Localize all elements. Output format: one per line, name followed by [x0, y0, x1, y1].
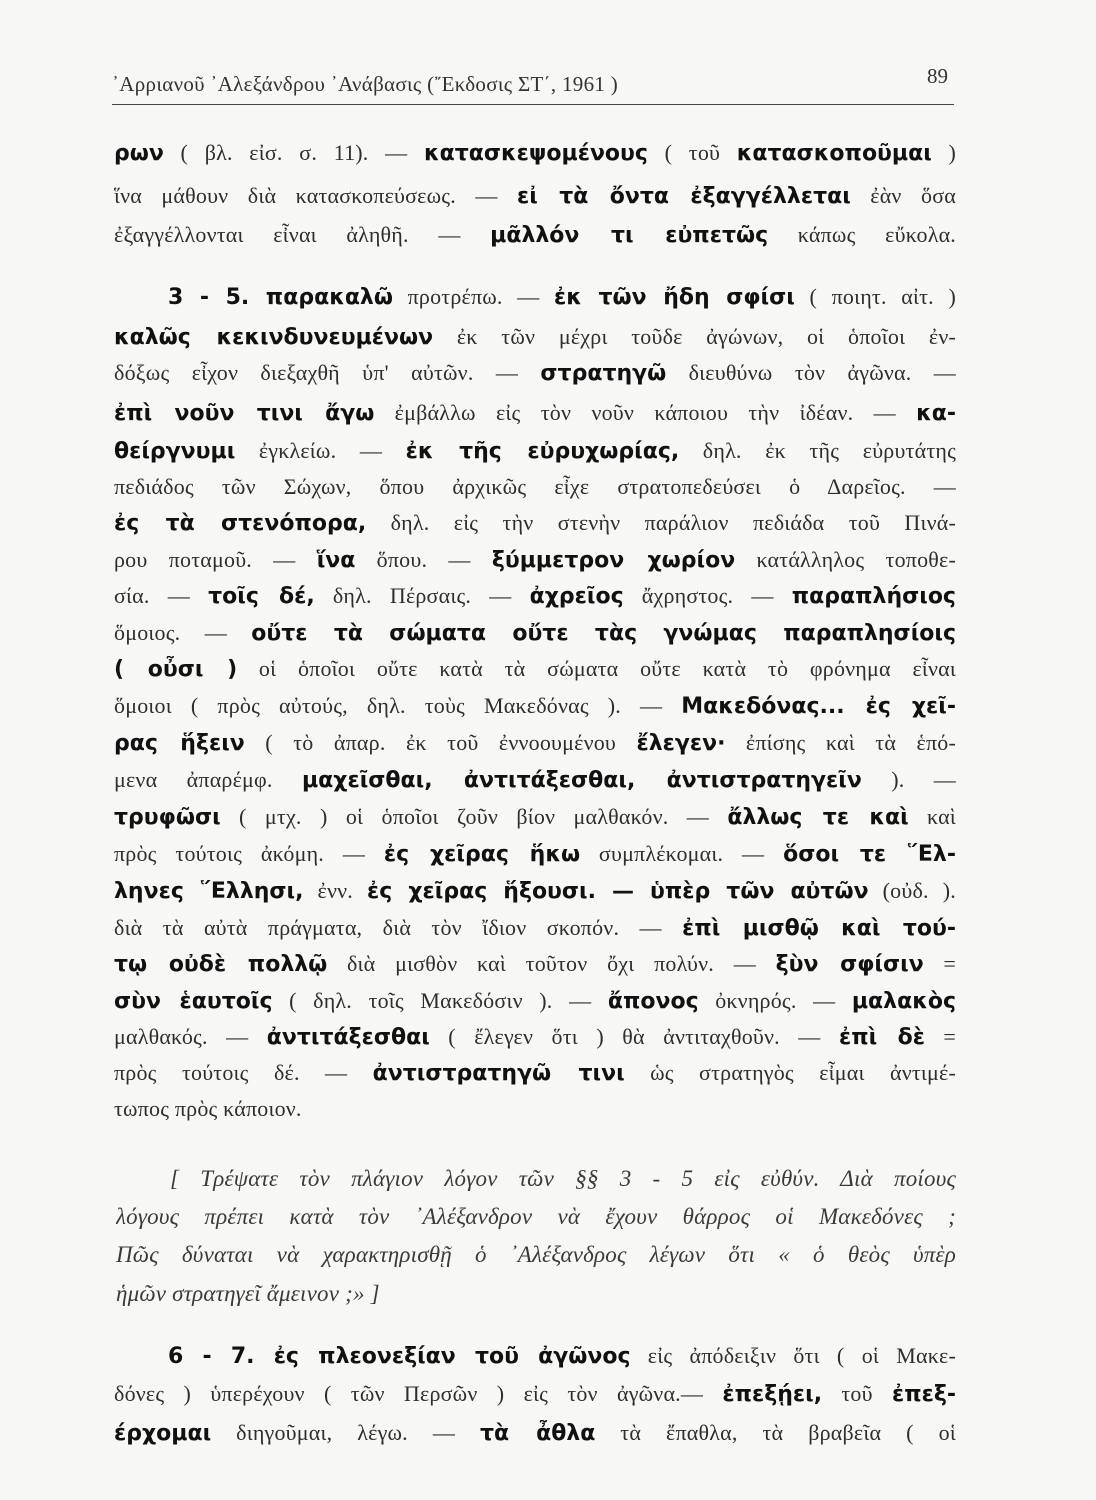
bold-term: ἐπὶ νοῦν τινι ἄγω — [114, 401, 375, 426]
bold-term: ἐπὶ μισθῷ καὶ τού- — [682, 916, 956, 941]
text-line — [114, 804, 956, 840]
bold-term: ἄπονος — [607, 989, 699, 1014]
text-run: [ Τρέψατε τὸν πλάγιον λόγον τῶν §§ 3 - 5 εἰς εὐθύν. Διὰ ποίους — [170, 1166, 956, 1191]
bold-term: ἐκ τῆς εὐρυχωρίας, — [405, 439, 680, 464]
text-run: ) — [931, 140, 956, 165]
text-run: ἐγκλείω. — — [235, 438, 406, 463]
bold-term: ἄλλως τε καὶ — [727, 805, 909, 830]
text-run: ὅμοιοι ( πρὸς αὐτούς, δηλ. τοὺς Μακεδόνας ). — — [114, 693, 682, 718]
text-run: ἐξαγγέλλονται εἶναι ἀληθῆ. — — [114, 222, 491, 247]
bold-term: 6 - 7. ἐς πλεονεξίαν τοῦ ἀγῶνος — [168, 1344, 631, 1369]
text-run: ( τὸ ἀπαρ. ἐκ τοῦ ἐννοουμένου — [244, 730, 637, 755]
page-number: 89 — [927, 64, 948, 88]
bold-term: τὰ ἆθλα — [480, 1421, 596, 1446]
bold-term: έρχομαι — [114, 1421, 212, 1446]
text-line — [168, 284, 956, 320]
text-run: διὰ τὰ αὐτὰ πράγματα, διὰ τὸν ἴδιον σκοπόν. — — [114, 915, 683, 940]
bold-term: ρων — [114, 141, 164, 166]
text-run: Πῶς δύναται νὰ χαρακτηρισθῇ ὁ ᾿Αλέξανδρος λέγων ὅτι « ὁ θεὸς ὑπὲρ — [116, 1242, 956, 1267]
text-run: δηλ. Πέρσαις. — — [314, 583, 530, 608]
text-run: ( βλ. εἰσ. σ. 11). — — [163, 140, 425, 165]
text-line — [114, 730, 956, 766]
text-line — [114, 1096, 956, 1132]
text-run: διὰ μισθὸν καὶ τοῦτον ὄχι πολύν. — — [327, 951, 776, 976]
text-line — [114, 547, 956, 583]
bold-term: ἐπεξ- — [891, 1382, 956, 1407]
text-run: εἰς ἀπόδειξιν ὅτι ( οἱ Μακε- — [630, 1343, 956, 1368]
bold-term: ἀντιστρατηγῶ τινι — [372, 1061, 625, 1086]
text-run: ἐκ τῶν μέχρι τοῦδε ἀγώνων, οἱ ὁποῖοι ἐν- — [433, 324, 956, 349]
text-run: ἄχρηστος. — — [623, 583, 792, 608]
text-run: ὅμοιος. — — [114, 620, 252, 645]
text-line — [114, 951, 956, 987]
text-run: τωπος πρὸς κάποιον. — [114, 1096, 302, 1121]
text-run: (οὐδ. ). — [868, 878, 956, 903]
bold-term: ληνες ῞Ελλησι, — [114, 879, 304, 904]
text-run: πρὸς τούτοις ἀκόμη. — — [114, 841, 384, 866]
bold-term: κατασκεψομένους — [424, 141, 648, 166]
bold-term: οὔτε τὰ σώματα οὔτε τὰς γνώμας παραπλησίοις — [251, 621, 956, 646]
text-run: μαλθακός. — — [114, 1024, 267, 1049]
text-line — [168, 1343, 956, 1379]
text-run: ( ἔλεγεν ὅτι ) θὰ ἀντιταχθοῦν. — — [429, 1024, 839, 1049]
text-line — [114, 767, 956, 803]
bold-term: ἐς χεῖρας ἥξουσι. — ὑπὲρ τῶν αὐτῶν — [367, 879, 869, 904]
text-run: ἐπίσης καὶ τὰ ἑπό- — [725, 730, 956, 755]
text-run: διηγοῦμαι, λέγω. — — [211, 1420, 480, 1445]
bold-term: σὺν ἑαυτοῖς — [114, 989, 273, 1014]
text-run: ἐνν. — [303, 878, 368, 903]
bold-term: μαλακὸς — [851, 989, 956, 1014]
text-run: τοῦ — [822, 1381, 892, 1406]
text-run: μενα ἀπαρέμφ. — [114, 767, 302, 792]
text-line — [114, 988, 956, 1024]
bold-term: ξὺν σφίσιν — [775, 952, 924, 977]
text-line — [114, 1381, 956, 1417]
text-run: ὀκνηρός. — — [698, 988, 852, 1013]
bold-term: ρας ἥξειν — [114, 731, 245, 756]
text-line — [114, 1420, 956, 1456]
text-run: συμπλέκομαι. — — [580, 841, 784, 866]
bold-term: παραπλήσιος — [791, 584, 956, 609]
text-run: ( ποιητ. αἰτ. ) — [794, 284, 956, 309]
bold-term: τρυφῶσι — [114, 805, 221, 830]
text-line — [114, 474, 956, 510]
text-line — [114, 360, 956, 396]
text-run: πρὸς τούτοις δέ. — — [114, 1060, 373, 1085]
text-line — [114, 656, 956, 692]
text-run: λόγους πρέπει κατὰ τὸν ᾿Αλέξανδρον νὰ ἔχουν θάρρος οἱ Μακεδόνες ; — [116, 1204, 956, 1229]
text-line — [114, 693, 956, 729]
bold-term: ἐπεξῄει, — [722, 1382, 823, 1407]
text-line — [114, 222, 956, 258]
bold-term: ἀχρεῖος — [529, 584, 624, 609]
exercise-note-line — [116, 1242, 956, 1278]
text-line — [114, 878, 956, 914]
text-run: ). — — [861, 767, 956, 792]
bold-term: μαχεῖσθαι, ἀντιτάξεσθαι, ἀντιστρατηγεῖν — [301, 768, 862, 793]
text-line — [114, 583, 956, 619]
bold-term: ( οὖσι ) — [114, 657, 238, 682]
text-run: καὶ — [908, 804, 956, 829]
bold-term: ἵνα — [316, 548, 356, 573]
text-run: πεδιάδος τῶν Σώχων, ὅπου ἀρχικῶς εἶχε στρατοπεδεύσει ὁ Δαρεῖος. — — [114, 474, 956, 499]
text-run: = — [923, 951, 956, 976]
text-run: ἐὰν ὅσα — [850, 183, 956, 208]
text-line — [114, 324, 956, 360]
running-header — [112, 64, 954, 105]
text-run: διευθύνω τὸν ἀγῶνα. — — [666, 360, 956, 385]
text-run: σία. — — [114, 583, 209, 608]
text-run: τὰ ἔπαθλα, τὰ βραβεῖα ( οἱ — [595, 1420, 956, 1445]
bold-term: τοῖς δέ, — [208, 584, 315, 609]
text-line — [114, 841, 956, 877]
text-run: ρου ποταμοῦ. — — [114, 547, 317, 572]
text-line — [114, 1024, 956, 1060]
bold-term: μᾶλλόν τι εὐπετῶς — [490, 223, 769, 248]
bold-term: ἐς τὰ στενόπορα, — [114, 511, 367, 536]
bold-term: 3 - 5. παρακαλῶ — [168, 285, 393, 310]
text-line — [114, 400, 956, 436]
bold-term: ἐπὶ δὲ — [838, 1025, 925, 1050]
bold-term: κατασκοποῦμαι — [736, 141, 932, 166]
text-run: ὅπου. — — [355, 547, 492, 572]
text-line — [114, 620, 956, 656]
bold-term: εἰ τὰ ὄντα ἐξαγγέλλεται — [516, 184, 851, 209]
text-run: δηλ. ἐκ τῆς εὐρυτάτης — [679, 438, 956, 463]
bold-term: ὅσοι τε ῞Ελ- — [783, 842, 956, 867]
text-run: ( δηλ. τοῖς Μακεδόσιν ). — — [272, 988, 608, 1013]
text-line — [114, 140, 956, 176]
text-run: προτρέπω. — — [392, 284, 555, 309]
exercise-note-line — [116, 1204, 956, 1240]
text-line — [114, 915, 956, 951]
bold-term: θείργνυμι — [114, 439, 236, 464]
text-line — [114, 1060, 956, 1096]
text-run: κάπως εὔκολα. — [768, 222, 956, 247]
text-run: ἡμῶν στρατηγεῖ ἄμεινον ;» ] — [116, 1281, 380, 1306]
text-run: ἐμβάλλω εἰς τὸν νοῦν κάποιου τὴν ἰδέαν. — — [374, 400, 917, 425]
exercise-note-line — [170, 1166, 956, 1202]
text-run: ἵνα μάθουν διὰ κατασκοπεύσεως. — — [114, 183, 517, 208]
text-run: = — [924, 1024, 956, 1049]
bold-term: τῳ οὐδὲ πολλῷ — [114, 952, 328, 977]
bold-term: κα- — [916, 401, 956, 426]
bold-term: ἀντιτάξεσθαι — [266, 1025, 430, 1050]
bold-term: ἔλεγεν· — [636, 731, 726, 756]
bold-term: καλῶς κεκινδυνευμένων — [114, 325, 434, 350]
text-run: δηλ. εἰς τὴν στενὴν παράλιον πεδιάδα τοῦ Πινά- — [366, 510, 956, 535]
text-run: ( μτχ. ) οἱ ὁποῖοι ζοῦν βίον μαλθακόν. — — [220, 804, 728, 829]
running-title: ᾿Αρριανοῦ ᾿Αλεξάνδρου ᾿Ανάβασις (῎Εκδοσις ΣΤ΄, 1961 ) — [112, 72, 619, 96]
exercise-note-line — [116, 1281, 956, 1317]
text-run: ὡς στρατηγὸς εἶμαι ἀντιμέ- — [624, 1060, 956, 1085]
bold-term: Μακεδόνας... ἐς χεῖ- — [681, 694, 956, 719]
text-run: δόνες ) ὑπερέχουν ( τῶν Περσῶν ) εἰς τὸν ἀγῶνα.— — [114, 1381, 723, 1406]
text-run: οἱ ὁποῖοι οὔτε κατὰ τὰ σώματα οὔτε κατὰ τὸ φρόνημα εἶναι — [237, 656, 956, 681]
text-line — [114, 183, 956, 219]
bold-term: ἐς χεῖρας ἥκω — [383, 842, 581, 867]
text-run: ( τοῦ — [647, 140, 737, 165]
bold-term: στρατηγῶ — [540, 361, 667, 386]
bold-term: ἐκ τῶν ἤδη σφίσι — [554, 285, 795, 310]
text-run: δόξως εἶχον διεξαχθῆ ὑπ' αὐτῶν. — — [114, 360, 541, 385]
bold-term: ξύμμετρον χωρίον — [491, 548, 736, 573]
text-line — [114, 438, 956, 474]
text-line — [114, 510, 956, 546]
text-run: κατάλληλος τοποθε- — [735, 547, 956, 572]
